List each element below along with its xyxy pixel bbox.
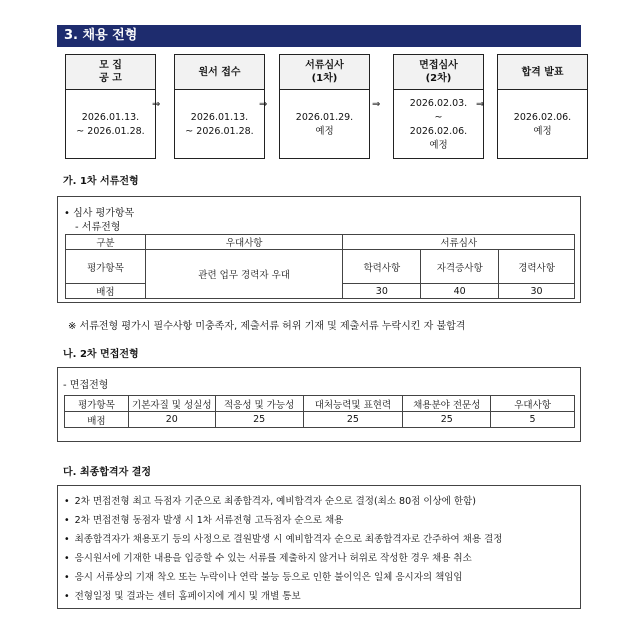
doc-review-sub: - 서류전형 bbox=[75, 222, 121, 233]
preferred-value: 관련 업무 경력자 우대 bbox=[145, 250, 343, 299]
col-preferred: 우대사항 bbox=[491, 396, 575, 412]
list-item: • 응시원서에 기재한 내용을 입증할 수 있는 서류를 제출하지 않거나 허위로 작성한 경우 채용 취소 bbox=[64, 549, 502, 568]
list-item: • 최종합격자가 채용포기 등의 사정으로 결원발생 시 예비합격자 순으로 최종합격자로 간주하여 채용 결정 bbox=[64, 530, 502, 549]
step-date: 2026.02.06. 예정 bbox=[513, 111, 572, 137]
section-title: 3. 채용 전형 bbox=[57, 25, 581, 47]
list-item: • 응시 서류상의 기재 착오 또는 누락이나 연락 불능 등으로 인한 불이익은 일체 응시자의 책임임 bbox=[64, 568, 502, 587]
score-response-ability: 25 bbox=[303, 412, 403, 428]
doc-review-heading: 가. 1차 서류전형 bbox=[63, 176, 139, 187]
step-document-review bbox=[279, 54, 370, 159]
final-heading: 다. 최종합격자 결정 bbox=[63, 467, 152, 478]
final-list bbox=[64, 492, 502, 606]
step-title: 면접심사 (2차) bbox=[394, 55, 483, 90]
step-date: 2026.01.13. ~ 2026.01.28. bbox=[76, 111, 145, 137]
doc-review-bullet: • 심사 평가항목 bbox=[64, 208, 135, 219]
interview-heading: 나. 2차 면접전형 bbox=[63, 349, 139, 360]
step-date: 2026.02.03. ~ 2026.02.06. 예정 bbox=[409, 97, 468, 151]
row-label-score: 배점 bbox=[65, 412, 129, 428]
step-title: 합격 발표 bbox=[498, 55, 587, 90]
step-application bbox=[174, 54, 268, 159]
step-date: 2026.01.13. ~ 2026.01.28. bbox=[185, 111, 254, 137]
arrow-icon: ⇒ bbox=[259, 99, 268, 110]
score-basic-quality: 20 bbox=[128, 412, 215, 428]
arrow-icon: ⇒ bbox=[152, 99, 161, 110]
arrow-icon: ⇒ bbox=[476, 99, 485, 110]
row-label-score: 배점 bbox=[66, 284, 146, 299]
header-review: 서류심사 bbox=[343, 235, 575, 250]
list-item: • 전형일정 및 결과는 센터 홈페이지에 게시 및 개별 통보 bbox=[64, 587, 502, 606]
score-adaptability: 25 bbox=[215, 412, 303, 428]
step-date: 2026.01.29. 예정 bbox=[295, 111, 354, 137]
step-title: 모 집 공 고 bbox=[66, 55, 155, 90]
score-certificate: 40 bbox=[421, 284, 499, 299]
col-basic-quality: 기본자질 및 성실성 bbox=[128, 396, 215, 412]
col-experience: 경력사항 bbox=[499, 250, 575, 284]
header-category: 구분 bbox=[66, 235, 146, 250]
doc-review-table bbox=[65, 234, 575, 299]
interview-sub: - 면접전형 bbox=[63, 380, 109, 391]
step-announcement bbox=[497, 54, 588, 159]
list-item: • 2차 면접전형 최고 득점자 기준으로 최종합격자, 예비합격자 순으로 결정(최소 80점 이상에 한함) bbox=[64, 492, 502, 511]
row-label-item: 평가항목 bbox=[65, 396, 129, 412]
step-title: 원서 접수 bbox=[175, 55, 264, 90]
doc-review-note: ※ 서류전형 평가시 필수사항 미충족자, 제출서류 허위 기재 및 제출서류 누락시킨 자 불합격 bbox=[68, 321, 466, 332]
col-response-ability: 대처능력및 표현력 bbox=[303, 396, 403, 412]
step-title: 서류심사 (1차) bbox=[280, 55, 369, 90]
step-recruitment-notice bbox=[65, 54, 156, 159]
arrow-icon: ⇒ bbox=[372, 99, 381, 110]
score-experience: 30 bbox=[499, 284, 575, 299]
step-interview bbox=[393, 54, 484, 159]
header-preferred: 우대사항 bbox=[145, 235, 343, 250]
row-label-item: 평가항목 bbox=[66, 250, 146, 284]
col-education: 학력사항 bbox=[343, 250, 421, 284]
interview-table bbox=[64, 395, 575, 428]
score-education: 30 bbox=[343, 284, 421, 299]
score-expertise: 25 bbox=[403, 412, 491, 428]
col-certificate: 자격증사항 bbox=[421, 250, 499, 284]
score-preferred: 5 bbox=[491, 412, 575, 428]
col-adaptability: 적응성 및 가능성 bbox=[215, 396, 303, 412]
list-item: • 2차 면접전형 동점자 발생 시 1차 서류전형 고득점자 순으로 채용 bbox=[64, 511, 502, 530]
col-expertise: 채용분야 전문성 bbox=[403, 396, 491, 412]
